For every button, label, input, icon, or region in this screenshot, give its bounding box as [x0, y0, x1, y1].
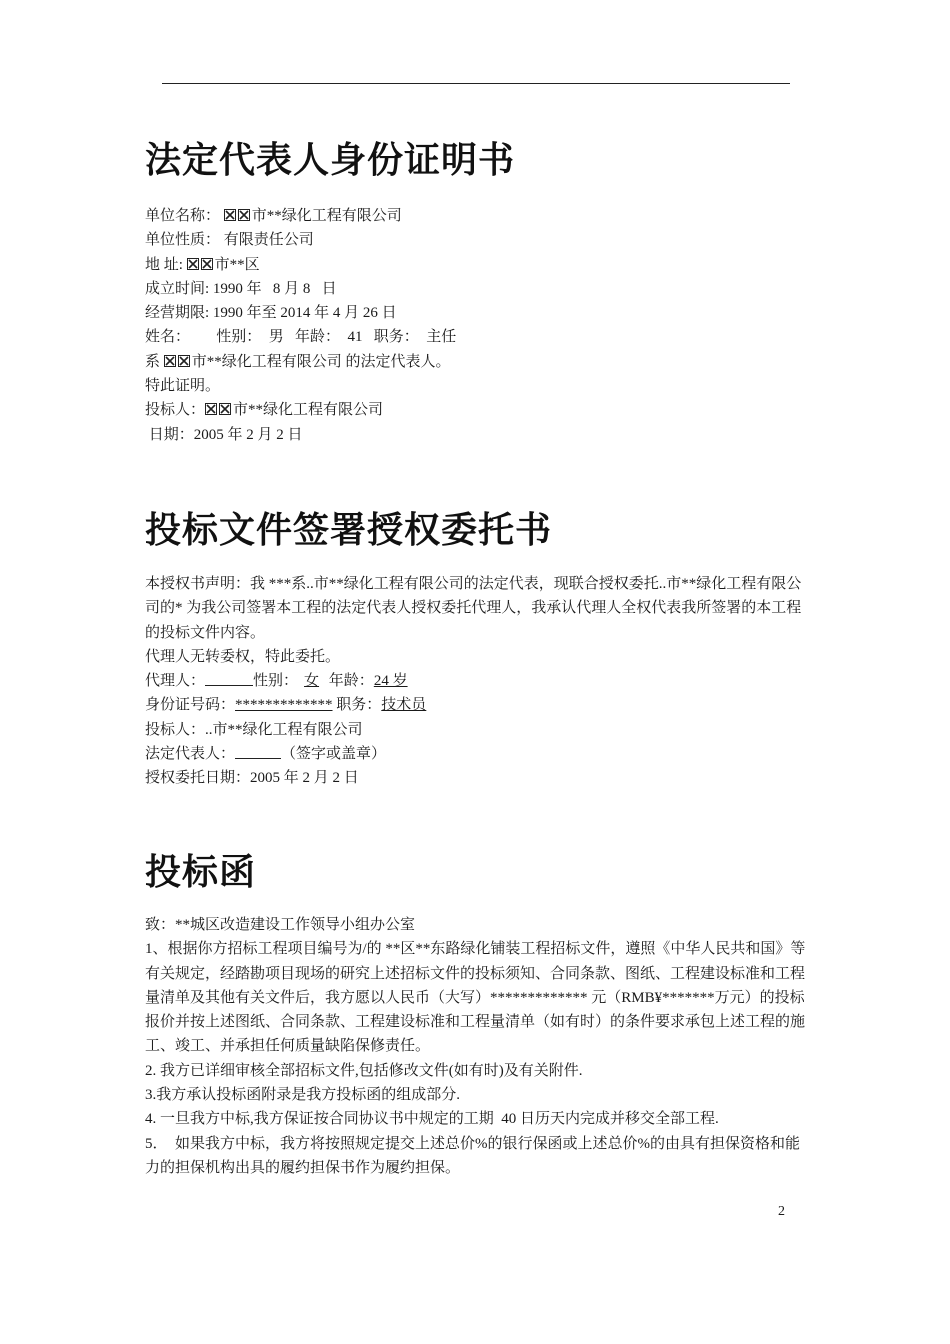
operating-period-line: 经营期限: 1990 年至 2014 年 4 月 26 日: [145, 305, 397, 322]
bidder-line: [145, 398, 810, 422]
missing-glyph-icon: [201, 258, 213, 270]
no-transfer-line: 代理人无转委权，特此委托。: [145, 648, 341, 665]
duty-label: 职务：: [332, 697, 382, 714]
gender-value: 女: [304, 673, 320, 690]
duty-value: 技术员: [381, 697, 427, 714]
bid-letter-recipient: 致：**城区改造建设工作领导小组办公室: [145, 917, 416, 933]
legal-rep-label: 法定代表人：: [145, 746, 236, 763]
bidder-value: 市**绿化工程有限公司: [233, 402, 384, 419]
gender-label: 性别：: [253, 673, 299, 690]
id-number-label: 身份证号码：: [145, 697, 236, 714]
age-value: 24 岁: [373, 673, 408, 690]
signature-suffix: （签字或盖章）: [281, 746, 387, 763]
address-label: 地 址:: [145, 256, 187, 273]
header-rule: [162, 83, 790, 84]
address-line: [145, 253, 810, 277]
person-info-line: 姓名： 性别： 男 年龄： 41 职务： 主任: [145, 329, 457, 346]
missing-glyph-icon: [164, 355, 176, 367]
missing-glyph-icon: [205, 403, 217, 415]
section-title-authorization: 投标文件签署授权委托书: [145, 510, 553, 551]
age-label: 年龄：: [325, 673, 374, 690]
agent-name-blank: [205, 671, 253, 686]
auth-bidder-line: 投标人：..市**绿化工程有限公司: [145, 721, 363, 738]
bid-letter-clause-2: 2. 我方已详细审核全部招标文件,包括修改文件(如有时)及有关附件.: [145, 1062, 583, 1079]
agent-label: 代理人：: [145, 673, 206, 690]
authorization-date-line: 授权委托日期：2005 年 2 月 2 日: [145, 770, 359, 787]
id-number-line: [145, 693, 810, 717]
unit-name-line: [145, 204, 810, 228]
missing-glyph-icon: [238, 209, 250, 221]
bid-letter-clause-5: 5． 如果我方中标，我方将按照规定提交上述总价%的银行保函或上述总价%的由具有担保资格和能力的担保机构出具的履约担保书作为履约担保。: [145, 1135, 800, 1176]
section-title-bid-letter: 投标函: [145, 852, 257, 893]
signature-blank: [235, 744, 281, 759]
bid-letter-clause-4: 4. 一旦我方中标,我方保证按合同协议书中规定的工期 40 日历天内完成并移交全部工程.: [145, 1111, 719, 1128]
unit-nature-value: 有限责任公司: [223, 232, 314, 249]
unit-name-value: 市**绿化工程有限公司: [251, 208, 402, 224]
page-number: 2: [778, 1204, 785, 1219]
missing-glyph-icon: [224, 209, 236, 221]
legal-signature-line: [145, 742, 810, 766]
agent-line: [145, 669, 810, 693]
missing-glyph-icon: [219, 403, 231, 415]
legal-rep-certificate-body: [145, 204, 810, 447]
section-title-legal-rep-certificate: 法定代表人身份证明书: [145, 140, 516, 181]
unit-nature-line: [145, 228, 810, 252]
certify-line: 特此证明。: [145, 378, 221, 395]
unit-name-label: 单位名称：: [145, 208, 221, 224]
unit-nature-label: 单位性质：: [145, 232, 221, 249]
id-number-value: *************: [235, 697, 333, 714]
legal-rep-line: [145, 350, 810, 374]
address-value: 市**区: [214, 256, 260, 273]
missing-glyph-icon: [187, 258, 199, 270]
authorization-body: [145, 572, 810, 791]
legal-rep-value: 市**绿化工程有限公司 的法定代表人。: [191, 353, 451, 370]
bid-letter-body: [145, 913, 810, 1180]
bid-letter-clause-3: 3.我方承认投标函附录是我方投标函的组成部分.: [145, 1087, 461, 1104]
legal-rep-prefix: 系: [145, 353, 164, 370]
founded-line: 成立时间: 1990 年 8 月 8 日: [145, 280, 337, 297]
authorization-statement: 本授权书声明：我 ***系..市**绿化工程有限公司的法定代表，现联合授权委托..市**绿化工程有限公司的* 为我公司签署本工程的法定代表人授权委托代理人，我承认代理人全权代表我所签署的本工程的投标文件内容。: [145, 576, 802, 641]
certificate-date-line: 日期：2005 年 2 月 2 日: [145, 426, 303, 443]
missing-glyph-icon: [178, 355, 190, 367]
bidder-label: 投标人：: [145, 402, 206, 419]
bid-letter-clause-1: 1、根据你方招标工程项目编号为/的 **区**东路绿化铺装工程招标文件，遵照《中华人民共和国》等有关规定，经踏勘项目现场的研究上述招标文件的投标须知、合同条款、图纸、工程建设标准和工程量清单及其他有关文件后，我方愿以人民币（大写）************* 元（RMB¥*******万元）的投标报价并按上述图纸、合同条款、工程建设标准和工程量清单（如有时）的条件要求承包上述工程的施工、竣工、并承担任何质量缺陷保修责任。: [145, 941, 806, 1055]
